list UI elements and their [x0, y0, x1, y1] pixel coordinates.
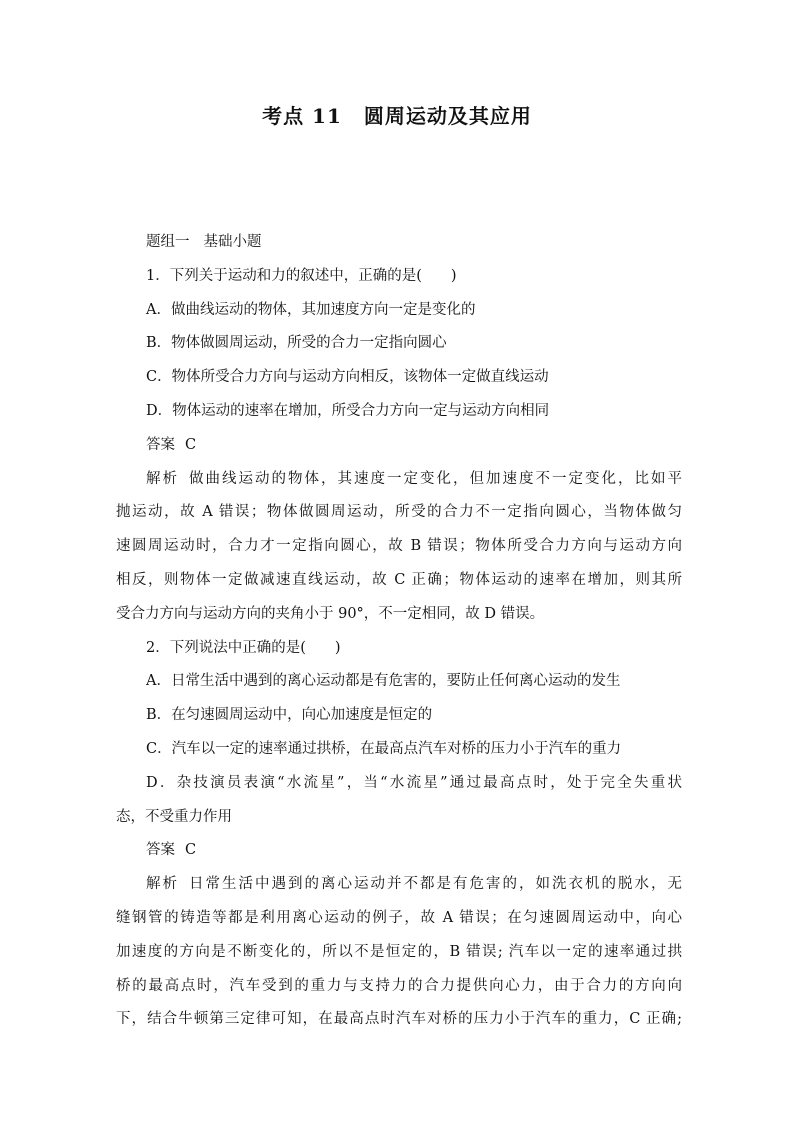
q2-analysis-line: 加速度的方向是不断变化的，所以不是恒定的，B 错误; 汽车以一定的速率通过拱 [116, 943, 682, 960]
q1-analysis-line: 速圆周运动时，合力才一定指向圆心，故 B 错误；物体所受合力方向与运动方向 [116, 538, 682, 555]
page-title [0, 100, 794, 129]
q1-analysis-line: 解析 做曲线运动的物体，其速度一定变化，但加速度不一定变化，比如平 [146, 470, 682, 487]
q2-analysis-line: 解析 日常生活中遇到的离心运动并不都是有危害的，如洗衣机的脱水，无 [146, 876, 682, 893]
q2-analysis-line: 下，结合牛顿第三定律可知，在最高点时汽车对桥的压力小于汽车的重力，C 正确; [116, 1011, 682, 1028]
q2-option-a: A．日常生活中遇到的离心运动都是有危害的，要防止任何离心运动的发生 [146, 673, 621, 690]
q1-option-d: D．物体运动的速率在增加，所受合力方向一定与运动方向相同 [146, 402, 550, 419]
q1-answer: 答案 C [146, 436, 197, 453]
document-body [116, 226, 682, 1037]
q1-analysis-line: 相反，则物体一定做减速直线运动，故 C 正确；物体运动的速率在增加，则其所 [116, 571, 682, 588]
q1-option-b: B．物体做圆周运动，所受的合力一定指向圆心 [146, 335, 447, 352]
topic-number: 考点 11 [262, 104, 342, 128]
q2-option-c: C．汽车以一定的速率通过拱桥，在最高点汽车对桥的压力小于汽车的重力 [146, 740, 622, 757]
q1-analysis-line: 受合力方向与运动方向的夹角小于 90°，不一定相同，故 D 错误。 [116, 605, 545, 622]
q1-option-a: A．做曲线运动的物体，其加速度方向一定是变化的 [146, 301, 476, 318]
q2-answer: 答案 C [146, 842, 197, 859]
group-heading: 题组一 基础小题 [146, 234, 262, 250]
q2-analysis-line: 桥的最高点时，汽车受到的重力与支持力的合力提供向心力，由于合力的方向向 [116, 977, 682, 994]
topic-title: 圆周运动及其应用 [363, 104, 532, 128]
question-1-stem: 1．下列关于运动和力的叙述中，正确的是( ) [146, 267, 457, 284]
q2-option-d: D．杂技演员表演“水流星”，当“水流星”通过最高点时，处于完全失重状 [146, 774, 682, 791]
q1-option-c: C．物体所受合力方向与运动方向相反，该物体一定做直线运动 [146, 369, 549, 386]
q1-analysis-line: 抛运动，故 A 错误；物体做圆周运动，所受的合力不一定指向圆心，当物体做匀 [116, 504, 682, 521]
q2-option-b: B．在匀速圆周运动中，向心加速度是恒定的 [146, 707, 433, 724]
question-2-stem: 2．下列说法中正确的是( ) [146, 639, 341, 656]
q2-analysis-line: 缝钢管的铸造等都是利用离心运动的例子，故 A 错误；在匀速圆周运动中，向心 [116, 909, 682, 926]
q2-option-d-cont: 态，不受重力作用 [116, 808, 232, 825]
